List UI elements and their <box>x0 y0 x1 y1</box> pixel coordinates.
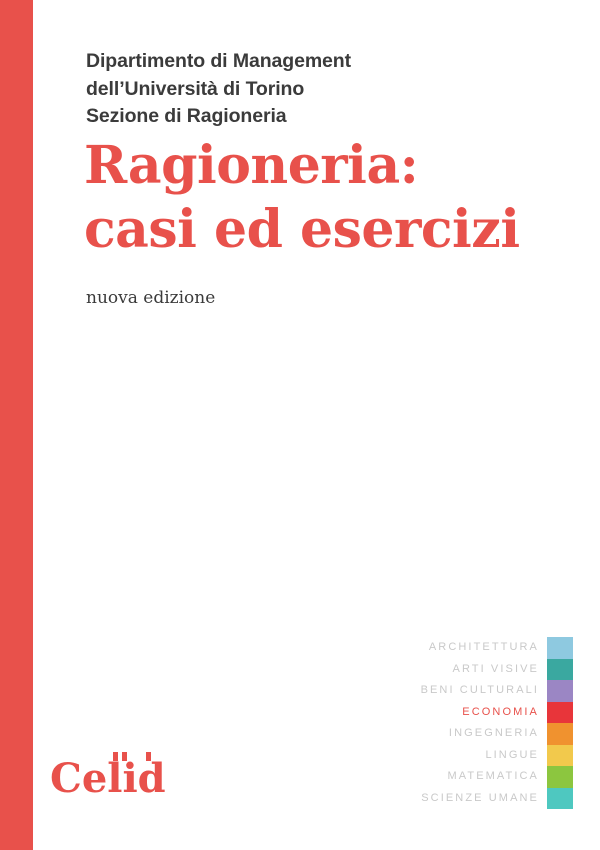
subject-row-matematica <box>273 766 573 788</box>
department-line-3: Sezione di Ragioneria <box>86 105 287 128</box>
subject-color-swatch <box>547 788 573 810</box>
edition-note: nuova edizione <box>86 288 216 308</box>
subject-label: BENI CULTURALI <box>420 684 539 696</box>
subject-label: LINGUE <box>485 748 539 761</box>
subject-row-beni-culturali <box>273 680 573 702</box>
subject-label: ARCHITETTURA <box>428 641 539 653</box>
subject-row-economia <box>273 702 573 724</box>
subject-color-swatch <box>547 680 573 702</box>
subject-color-swatch <box>547 766 573 788</box>
subject-row-arti-visive <box>273 659 573 681</box>
subject-color-swatch <box>547 659 573 681</box>
subject-color-swatch <box>547 745 573 767</box>
subject-label: ECONOMIA <box>462 705 539 718</box>
left-accent-band-gap <box>33 0 40 850</box>
subject-row-lingue <box>273 745 573 767</box>
subject-row-architettura <box>273 637 573 659</box>
title-line-1: Ragioneria: <box>84 135 419 196</box>
subject-color-swatch <box>547 723 573 745</box>
subject-color-swatch <box>547 637 573 659</box>
subject-row-scienze-umane <box>273 788 573 810</box>
department-line-1: Dipartimento di Management <box>86 50 352 72</box>
department-line-2: dell’Università di Torino <box>86 77 305 100</box>
celid-logo-text: Celid <box>50 755 166 798</box>
subject-legend <box>273 637 573 809</box>
subject-label: SCIENZE UMANE <box>421 791 539 804</box>
department-block <box>86 48 516 131</box>
page-title <box>84 134 554 262</box>
left-accent-band <box>0 0 40 850</box>
subject-label: INGEGNERIA <box>448 727 539 739</box>
subject-label: MATEMATICA <box>447 770 539 782</box>
celid-logo-icon <box>50 752 175 798</box>
subject-label: ARTI VISIVE <box>452 662 539 675</box>
publisher-logo <box>50 752 175 798</box>
title-line-2: casi ed esercizi <box>84 198 520 260</box>
subject-row-ingegneria <box>273 723 573 745</box>
subject-color-swatch <box>547 702 573 724</box>
